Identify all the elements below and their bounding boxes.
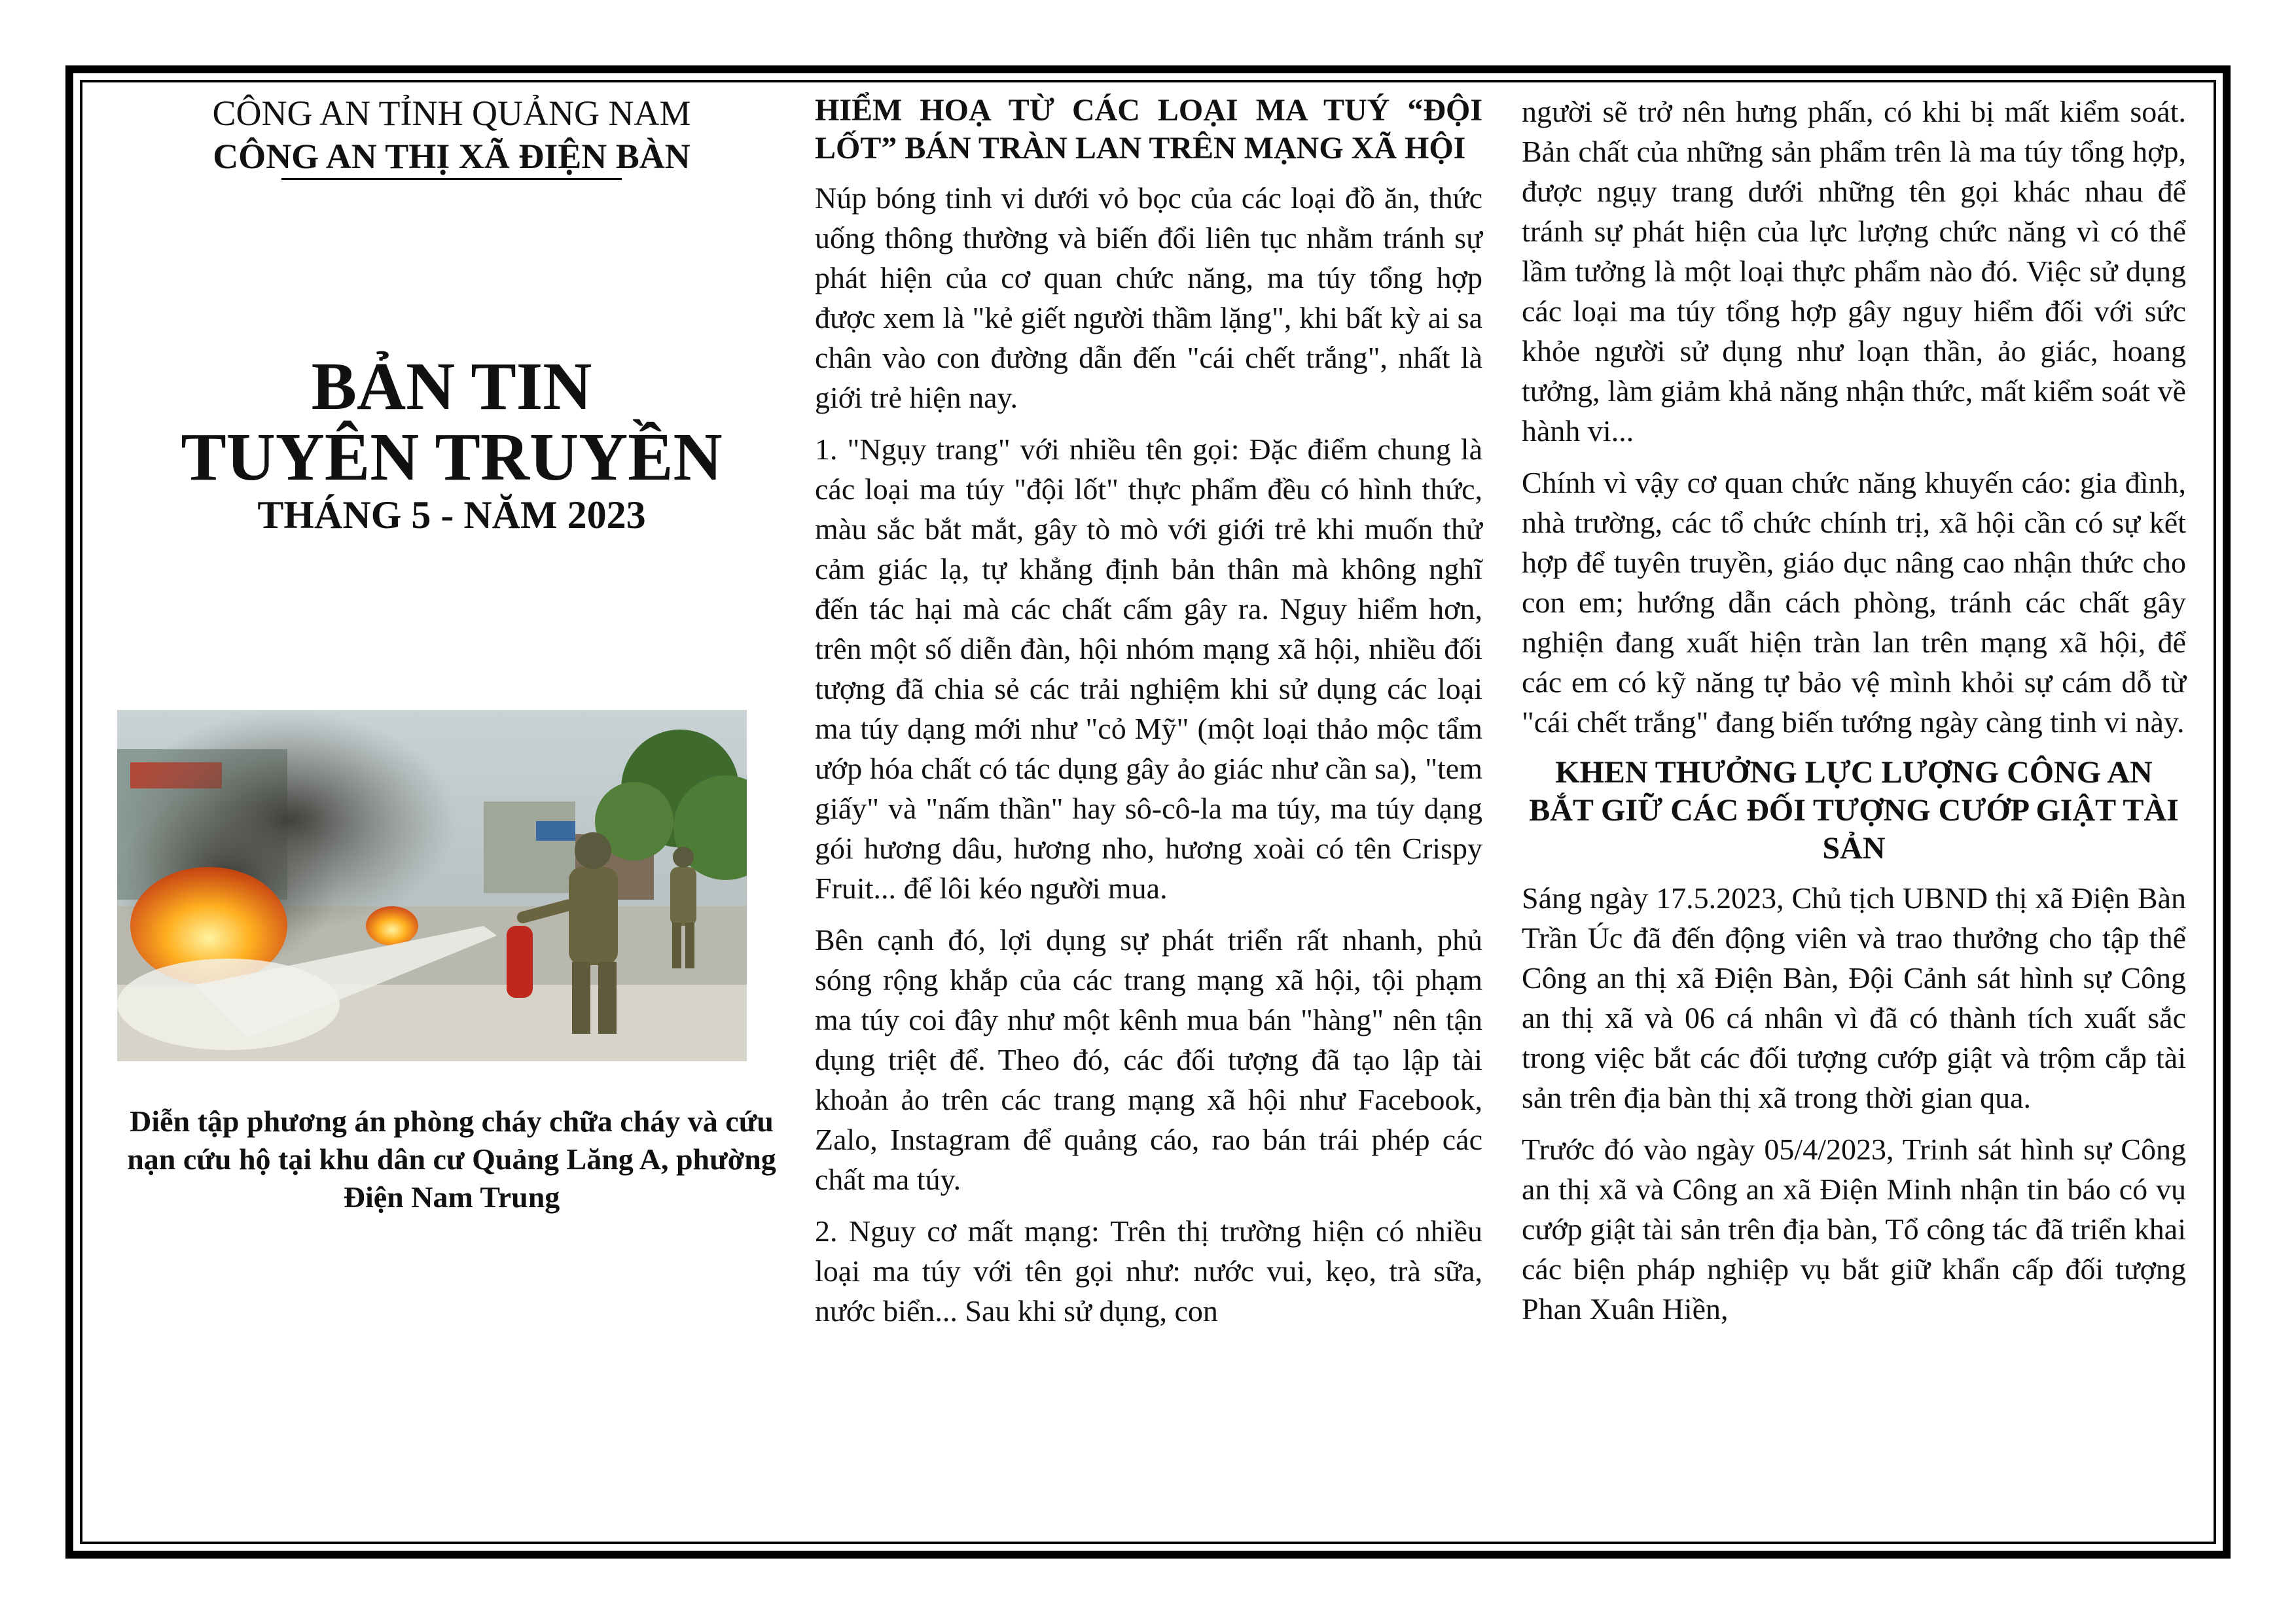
article-award-paragraph-2: Trước đó vào ngày 05/4/2023, Trinh sát hình sự Công an thị xã và Công an xã Điện Minh nhận tin báo có vụ cướp giật tài sản trên địa bàn, Tổ công tác đã triển khai các biện pháp nghiệp vụ bắt giữ khẩn cấp đối tượng Phan Xuân Hiền, [1522,1133,2186,1326]
article-drugs-paragraph-4a: 2. Nguy cơ mất mạng: Trên thị trường hiện có nhiều loại ma túy với tên gọi như: nước vui, kẹo, trà sữa, nước biển... Sau khi sử dụng, con [815,1214,1482,1328]
article-award-column [1522,92,2186,1341]
article-drugs-column [815,92,1482,1343]
agency-header [105,92,798,180]
title-line-2: TUYÊN TRUYỀN [181,419,723,495]
bulletin-title [105,351,798,537]
unit-name: CÔNG AN THỊ XÃ ĐIỆN BÀN [213,137,691,176]
article-drugs-headline: HIỂM HOẠ TỪ CÁC LOẠI MA TUÝ “ĐỘI LỐT” BÁN TRÀN LAN TRÊN MẠNG XÃ HỘI [815,93,1482,166]
photo-caption: Diễn tập phương án phòng cháy chữa cháy và cứu nạn cứu hộ tại khu dân cư Quảng Lăng A, phường Điện Nam Trung [127,1104,776,1214]
article-drugs-paragraph-5: Chính vì vậy cơ quan chức năng khuyến cáo: gia đình, nhà trường, các tổ chức chính trị, xã hội cần có sự kết hợp để tuyên truyền, giáo dục nâng cao nhận thức cho con em; hướng dẫn cách phòng, tránh các chất gây nghiện đang xuất hiện tràn lan trên mạng xã hội, để các em có kỹ năng tự bảo vệ mình khỏi sự cám dỗ từ "cái chết trắng" đang biến tướng ngày càng tinh vi này. [1522,466,2186,739]
article-drugs-paragraph-1: Núp bóng tinh vi dưới vỏ bọc của các loại đồ ăn, thức uống thông thường và biến đổi liên tục nhằm tránh sự phát hiện của cơ quan chức năng, ma túy tổng hợp được xem là "kẻ giết người thầm lặng", khi bất kỳ ai sa chân vào con đường dẫn đến "cái chết trắng", nhất là giới trẻ hiện nay. [815,181,1482,414]
unit-underline [281,178,622,180]
article-award-headline: KHEN THƯỞNG LỰC LƯỢNG CÔNG AN BẮT GIỮ CÁC ĐỐI TƯỢNG CƯỚP GIẬT TÀI SẢN [1529,755,2179,866]
issue-date: THÁNG 5 - NĂM 2023 [257,493,646,537]
article-drugs-paragraph-4b: người sẽ trở nên hưng phấn, có khi bị mất kiểm soát. Bản chất của những sản phẩm trên là ma túy tổng hợp, được ngụy trang dưới những tên gọi khác nhau để tránh sự phát hiện của lực lượng chức năng vì có thể lầm tưởng là một loại thực phẩm nào đó. Việc sử dụng các loại ma túy tổng hợp gây nguy hiểm đối với sức khỏe người sử dụng như loạn thần, ảo giác, hoang tưởng, làm giảm khả năng nhận thức, mất kiểm soát về hành vi... [1522,95,2186,448]
fire-drill-photo [117,710,747,1061]
agency-name: CÔNG AN TỈNH QUẢNG NAM [212,94,691,133]
title-line-1: BẢN TIN [311,349,592,424]
masthead-column [105,92,798,1525]
article-drugs-paragraph-2: 1. "Ngụy trang" với nhiều tên gọi: Đặc điểm chung là các loại ma túy "đội lốt" thực phẩm đều có hình thức, màu sắc bắt mắt, gây tò mò với giới trẻ khi muốn thử cảm giác lạ, tự khẳng định bản thân mà không nghĩ đến tác hại mà các chất cấm gây ra. Nguy hiểm hơn, trên một số diễn đàn, hội nhóm mạng xã hội, nhiều đối tượng đã chia sẻ các trải nghiệm khi sử dụng các loại ma túy dạng mới như "cỏ Mỹ" (một loại thảo mộc tẩm ướp hóa chất có tác dụng gây ảo giác như cần sa), "tem giấy" và "nấm thần" hay sô-cô-la ma túy, ma túy dạng gói hương dâu, hương nho, hương xoài có tên Crispy Fruit... để lôi kéo người mua. [815,432,1482,905]
article-drugs-paragraph-3: Bên cạnh đó, lợi dụng sự phát triển rất nhanh, phủ sóng rộng khắp của các trang mạng xã hội, tội phạm ma túy coi đây như một kênh mua bán "hàng" nên tận dụng triệt để. Theo đó, các đối tượng đã tạo lập tài khoản ảo trên các trang mạng xã hội như Facebook, Zalo, Instagram để quảng cáo, rao bán trái phép các chất ma túy. [815,923,1482,1196]
article-award-paragraph-1: Sáng ngày 17.5.2023, Chủ tịch UBND thị xã Điện Bàn Trần Úc đã đến động viên và trao thưởng cho tập thể Công an thị xã Điện Bàn, Đội Cảnh sát hình sự Công an thị xã và 06 cá nhân vì đã có thành tích xuất sắc trong việc bắt các đối tượng cướp giật và trộm cắp tài sản trên địa bàn thị xã trong thời gian qua. [1522,881,2186,1114]
